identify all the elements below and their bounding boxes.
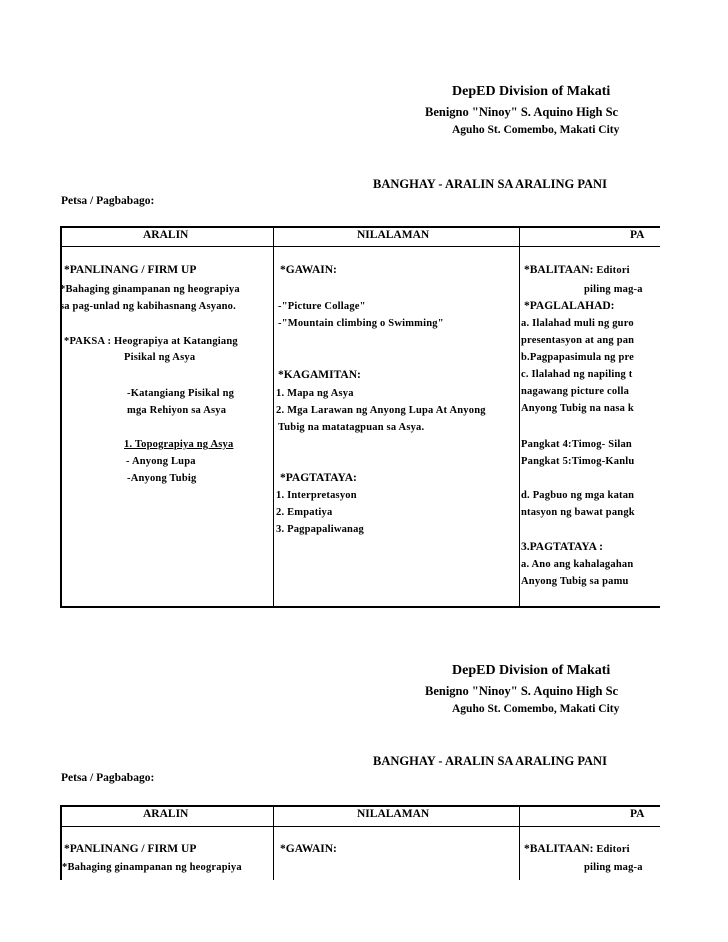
pagtataya-item-2: 2. Empatiya — [276, 507, 333, 518]
panlinang-heading: *PANLINANG / FIRM UP — [64, 264, 197, 276]
table2-header-border — [60, 826, 660, 827]
table-header-border — [60, 246, 660, 247]
panlinang-heading-2: *PANLINANG / FIRM UP — [64, 843, 197, 855]
table-top-border — [60, 226, 660, 228]
table2-column-divider-1 — [273, 805, 274, 880]
topograpiya-heading: 1. Topograpiya ng Asya — [124, 439, 234, 450]
paglalahad-c: c. Ilalahad ng napiling t — [521, 369, 633, 380]
balitaan-heading-2 — [524, 843, 630, 855]
gawain-item-2: -"Mountain climbing o Swimming" — [278, 318, 444, 329]
kagamitan-item-2: 2. Mga Larawan ng Anyong Lupa At Anyong — [276, 405, 486, 416]
piling-text: piling mag-a — [584, 284, 643, 295]
gawain-item-1: -"Picture Collage" — [278, 301, 366, 312]
paglalahad-heading: *PAGLALAHAD: — [524, 300, 615, 312]
balitaan-label: *BALITAAN: — [524, 264, 594, 276]
plan-title-2: BANGHAY - ARALIN SA ARALING PANI — [373, 754, 607, 768]
kagamitan-item-1: 1. Mapa ng Asya — [276, 388, 354, 399]
petsa-label-2: Petsa / Pagbabago: — [61, 772, 155, 784]
pangkat-4: Pangkat 4:Timog- Silan — [521, 439, 632, 450]
bahagi-line-1: *Bahaging ginampanan ng heograpiya — [60, 284, 240, 295]
school-address-2: Aguho St. Comembo, Makati City — [452, 703, 620, 715]
column-header-nilalaman-2: NILALAMAN — [357, 808, 430, 820]
paglalahad-ntasyon: ntasyon ng bawat pangk — [521, 507, 635, 518]
school-name: Benigno "Ninoy" S. Aquino High Sc — [425, 105, 619, 119]
column-divider-1 — [273, 226, 274, 608]
column-divider-2 — [519, 226, 520, 608]
katangian-line-1: -Katangiang Pisikal ng — [127, 388, 235, 399]
column-header-aralin: ARALIN — [143, 229, 189, 241]
balitaan-label-2: *BALITAAN: — [524, 843, 594, 855]
pagtataya-3-anyong: Anyong Tubig sa pamu — [521, 576, 629, 587]
kagamitan-heading: *KAGAMITAN: — [278, 369, 361, 381]
gawain-heading-2: *GAWAIN: — [280, 843, 337, 855]
division-title: DepED Division of Makati — [452, 84, 611, 99]
paksa-line-1: *PAKSA : Heograpiya at Katangiang — [64, 336, 238, 347]
column-header-nilalaman: NILALAMAN — [357, 229, 430, 241]
table2-top-border — [60, 805, 660, 807]
paglalahad-a: a. Ilalahad muli ng guro — [521, 318, 634, 329]
bahagi-line-1-2: *Bahaging ginampanan ng heograpiya — [62, 862, 242, 873]
school-name-2: Benigno "Ninoy" S. Aquino High Sc — [425, 684, 619, 698]
pagtataya-3-heading: 3.PAGTATAYA : — [521, 541, 604, 553]
column-header-pa-2: PA — [630, 808, 645, 820]
bahagi-line-2: sa pag-unlad ng kabihasnang Asyano. — [60, 301, 236, 312]
pagtataya-3-a: a. Ano ang kahalagahan — [521, 559, 634, 570]
paglalahad-anyong: Anyong Tubig na nasa k — [521, 403, 634, 414]
column-header-aralin-2: ARALIN — [143, 808, 189, 820]
petsa-label: Petsa / Pagbabago: — [61, 195, 155, 207]
pagtataya-item-3: 3. Pagpapaliwanag — [276, 524, 364, 535]
paglalahad-nagawang: nagawang picture colla — [521, 386, 630, 397]
anyong-lupa: - Anyong Lupa — [126, 456, 196, 467]
table2-column-divider-2 — [519, 805, 520, 880]
paglalahad-presentasyon: presentasyon at ang pan — [521, 335, 635, 346]
balitaan-heading — [524, 264, 630, 276]
column-header-pa: PA — [630, 229, 645, 241]
piling-text-2: piling mag-a — [584, 862, 643, 873]
pagtataya-item-1: 1. Interpretasyon — [276, 490, 357, 501]
pangkat-5: Pangkat 5:Timog-Kanlu — [521, 456, 635, 467]
table-bottom-border — [60, 606, 660, 608]
anyong-tubig: -Anyong Tubig — [127, 473, 197, 484]
gawain-heading: *GAWAIN: — [280, 264, 337, 276]
balitaan-rest-2: Editori — [596, 844, 630, 855]
paglalahad-b: b.Pagpapasimula ng pre — [521, 352, 635, 363]
pagtataya-heading: *PAGTATAYA: — [280, 472, 357, 484]
plan-title: BANGHAY - ARALIN SA ARALING PANI — [373, 177, 607, 191]
division-title-2: DepED Division of Makati — [452, 663, 611, 678]
balitaan-rest: Editori — [596, 265, 630, 276]
kagamitan-item-2-cont: Tubig na matatagpuan sa Asya. — [278, 422, 425, 433]
school-address: Aguho St. Comembo, Makati City — [452, 124, 620, 136]
katangian-line-2: mga Rehiyon sa Asya — [127, 405, 227, 416]
paglalahad-d: d. Pagbuo ng mga katan — [521, 490, 635, 501]
paksa-line-2: Pisikal ng Asya — [124, 352, 196, 363]
